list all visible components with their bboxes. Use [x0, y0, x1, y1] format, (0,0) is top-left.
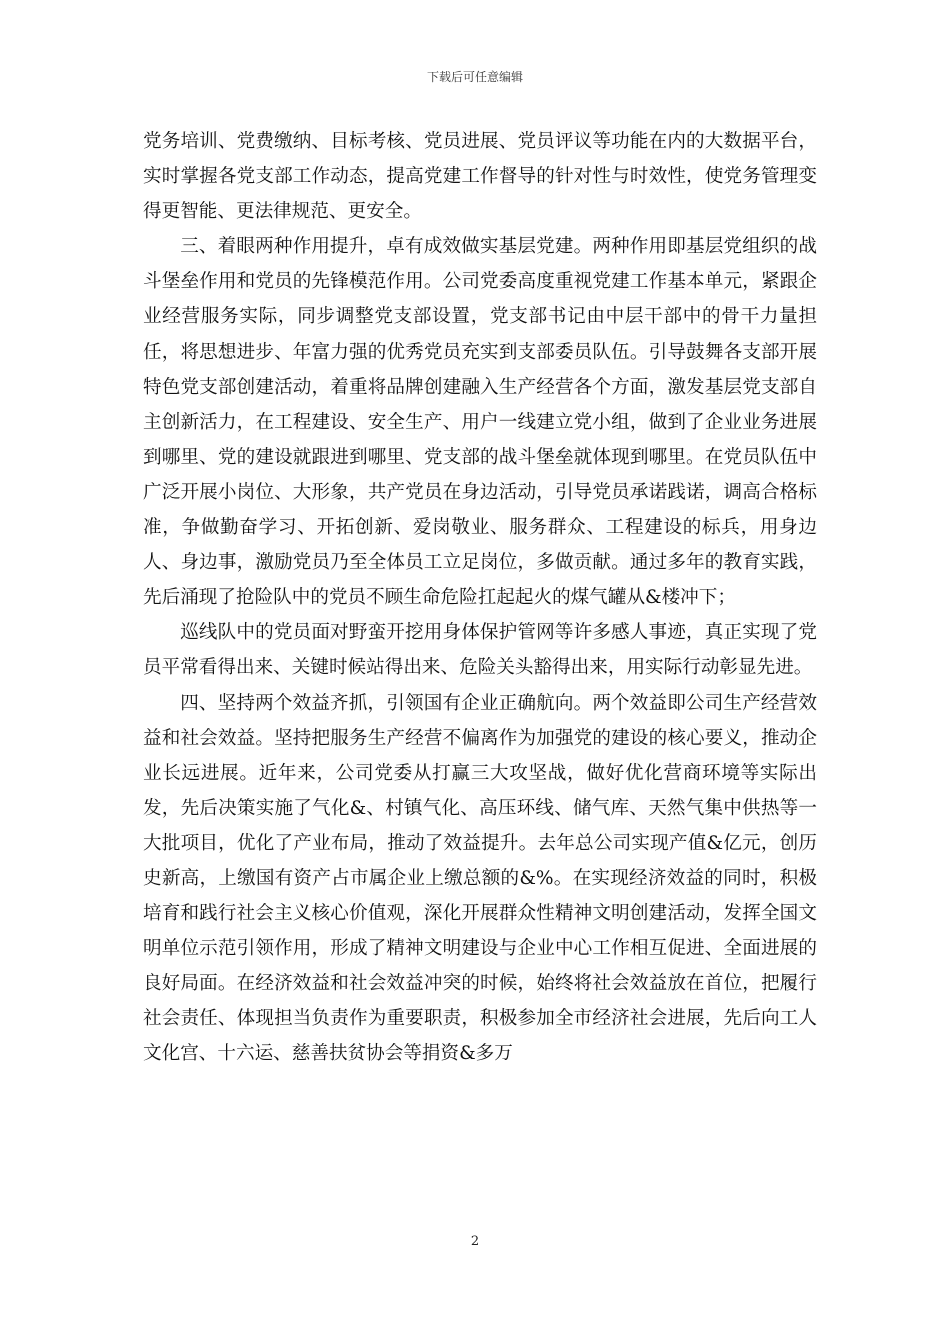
paragraph-4: 四、坚持两个效益齐抓，引领国有企业正确航向。两个效益即公司生产经营效益和社会效益。坚持把服务生产经营不偏离作为加强党的建设的核心要义，推动企业长远进展。近年来，公司党委从打赢三大攻坚战，做好优化营商环境等实际出发，先后决策实施了气化&、村镇气化、高压环线、储气库、天然气集中供热等一大批项目，优化了产业布局，推动了效益提升。去年总公司实现产值&亿元，创历史新高，上缴国有资产占市属企业上缴总额的&%。在实现经济效益的同时，积极培育和践行社会主义核心价值观，深化开展群众性精神文明创建活动，发挥全国文明单位示范引领作用，形成了精神文明建设与企业中心工作相互促进、全面进展的良好局面。在经济效益和社会效益冲突的时候，始终将社会效益放在首位，把履行社会责任、体现担当负责作为重要职责，积极参加全市经济社会进展，先后向工人文化宫、十六运、慈善扶贫协会等捐资&多万	[143, 692, 817, 1065]
document-body	[143, 124, 817, 1072]
page-number: 2	[470, 1234, 480, 1249]
page-header: 下载后可任意编辑	[426, 70, 523, 84]
paragraph-1: 党务培训、党费缴纳、目标考核、党员进展、党员评议等功能在内的大数据平台，实时掌握各党支部工作动态，提高党建工作督导的针对性与时效性，使党务管理变得更智能、更法律规范、更安全。	[143, 131, 817, 223]
paragraph-2: 三、着眼两种作用提升，卓有成效做实基层党建。两种作用即基层党组织的战斗堡垒作用和党员的先锋模范作用。公司党委高度重视党建工作基本单元，紧跟企业经营服务实际，同步调整党支部设置，党支部书记由中层干部中的骨干力量担任，将思想进步、年富力强的优秀党员充实到支部委员队伍。引导鼓舞各支部开展特色党支部创建活动，着重将品牌创建融入生产经营各个方面，激发基层党支部自主创新活力，在工程建设、安全生产、用户一线建立党小组，做到了企业业务进展到哪里、党的建设就跟进到哪里、党支部的战斗堡垒就体现到哪里。在党员队伍中广泛开展小岗位、大形象，共产党员在身边活动，引导党员承诺践诺，调高合格标准，争做勤奋学习、开拓创新、爱岗敬业、服务群众、工程建设的标兵，用身边人、身边事，激励党员乃至全体员工立足岗位，多做贡献。通过多年的教育实践，先后涌现了抢险队中的党员不顾生命危险扛起起火的煤气罐从&楼冲下；	[143, 236, 817, 609]
paragraph-3: 巡线队中的党员面对野蛮开挖用身体保护管网等许多感人事迹，真正实现了党员平常看得出来、关键时候站得出来、危险关头豁得出来，用实际行动彰显先进。	[143, 622, 817, 679]
